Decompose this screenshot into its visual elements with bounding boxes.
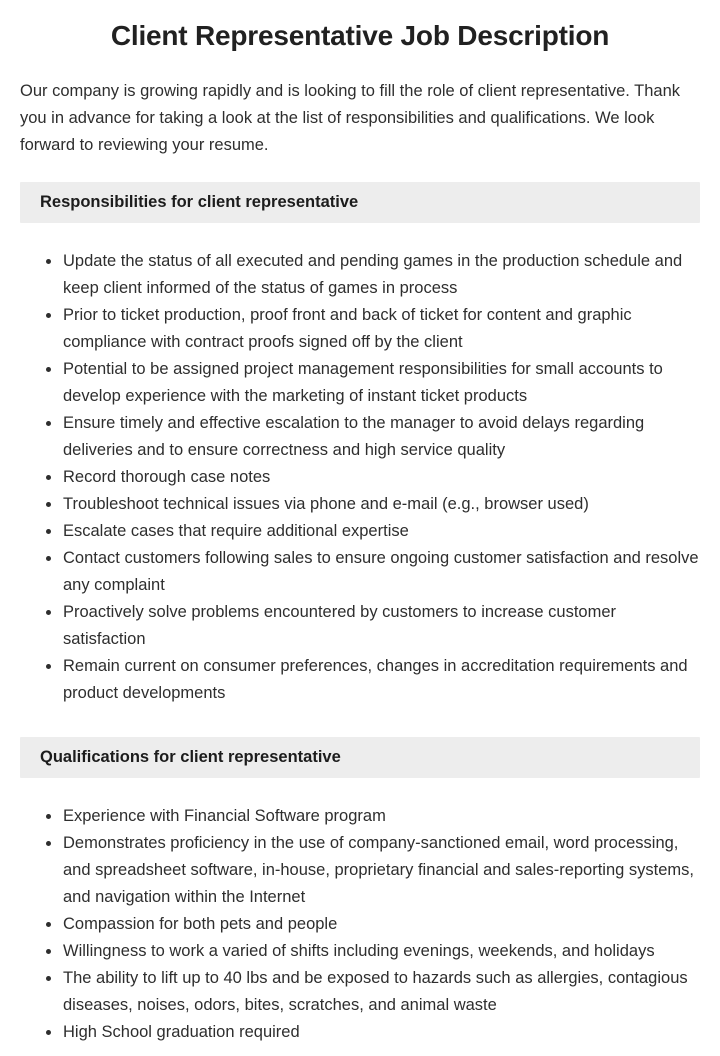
list-item: • Proactively solve problems encountered by customers to increase customer satisfaction — [62, 599, 700, 653]
list-item: • Demonstrates proficiency in the use of company-sanctioned email, word processing, and spreadsheet software, in-house, proprietary financial and sales-reporting systems, and navigation within the Internet — [62, 830, 700, 911]
list-item: • Compassion for both pets and people — [62, 911, 700, 938]
list-item: • Willingness to work a varied of shifts including evenings, weekends, and holidays — [62, 938, 700, 965]
list-item: • Escalate cases that require additional expertise — [62, 518, 700, 545]
list-item: • Prior to ticket production, proof front and back of ticket for content and graphic compliance with contract proofs signed off by the client — [62, 302, 700, 356]
list-item: • Remain current on consumer preferences, changes in accreditation requirements and product developments — [62, 653, 700, 707]
responsibilities-section-header: Responsibilities for client representative — [20, 182, 700, 223]
list-item: • Troubleshoot technical issues via phone and e-mail (e.g., browser used) — [62, 491, 700, 518]
responsibilities-list — [20, 248, 700, 707]
list-item: • Contact customers following sales to ensure ongoing customer satisfaction and resolve any complaint — [62, 545, 700, 599]
page-title: Client Representative Job Description — [110, 20, 610, 51]
list-item: • Update the status of all executed and pending games in the production schedule and keep client informed of the status of games in process — [62, 248, 700, 302]
list-item: • High School graduation required — [62, 1019, 700, 1046]
intro-paragraph: Our company is growing rapidly and is looking to fill the role of client representative. Thank you in advance for taking a look at the list of responsibilities and qualifications. We look forward to reviewing your resume. — [20, 82, 681, 154]
qualifications-list — [20, 803, 700, 1046]
list-item: • The ability to lift up to 40 lbs and be exposed to hazards such as allergies, contagious diseases, noises, odors, bites, scratches, and animal waste — [62, 965, 700, 1019]
qualifications-section-header: Qualifications for client representative — [20, 737, 700, 778]
list-item: • Potential to be assigned project management responsibilities for small accounts to develop experience with the marketing of instant ticket products — [62, 356, 700, 410]
list-item: • Record thorough case notes — [62, 464, 700, 491]
list-item: • Experience with Financial Software program — [62, 803, 700, 830]
list-item: • Ensure timely and effective escalation to the manager to avoid delays regarding deliveries and to ensure correctness and high service quality — [62, 410, 700, 464]
